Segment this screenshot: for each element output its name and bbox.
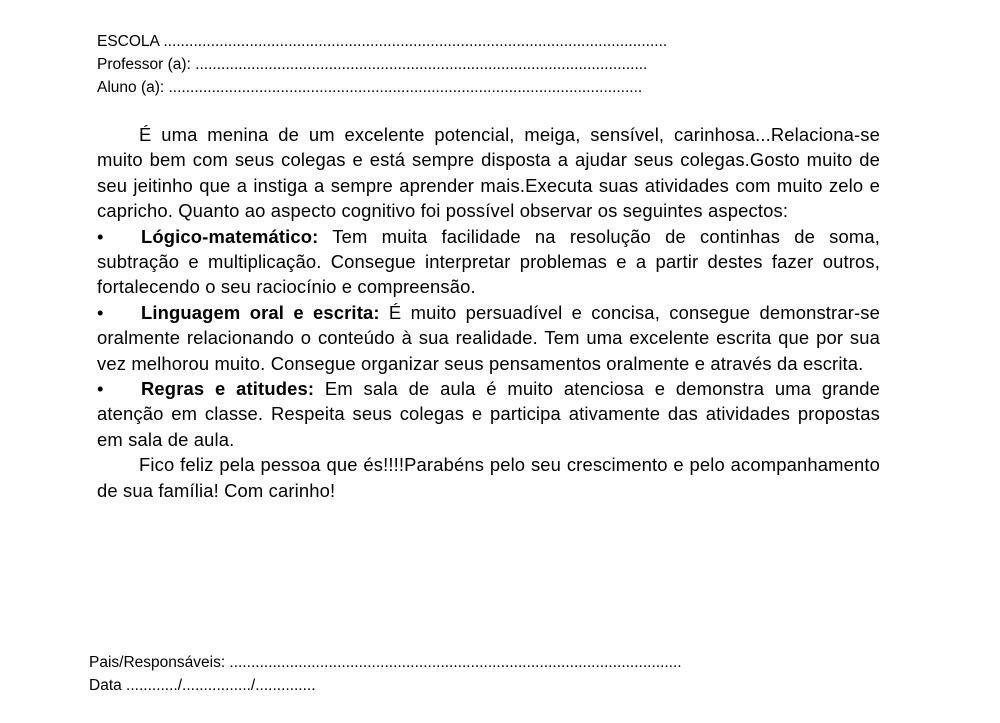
teacher-field: Professor (a): .........................................................................................................: [97, 56, 648, 73]
bullet-icon: •: [97, 301, 104, 323]
section-text: Em sala de aula é muito atenciosa e demonstra uma grande atenção em classe. Respeita seus colegas e participa ativamente das atividades propostas em sala de aula.: [97, 378, 880, 450]
section-regras: [97, 376, 880, 452]
section-title: Lógico-matemático:: [141, 225, 319, 247]
date-field: Data ............/................/..............: [89, 677, 316, 694]
parents-signature-field: Pais/Responsáveis: .........................................................................................................: [89, 654, 682, 671]
bullet-icon: •: [97, 378, 104, 400]
section-title: Regras e atitudes:: [141, 378, 315, 400]
section-text: Tem muita facilidade na resolução de continhas de soma, subtração e multiplicação. Consegue interpretar problemas e a partir destes fazer outros, fortalecendo o seu raciocínio e compreensão.: [97, 225, 880, 298]
section-logico-matematico: [97, 224, 880, 300]
section-text: É muito persuadível e concisa, consegue demonstrar-se oralmente relacionando o conteúdo à sua realidade. Tem uma excelente escrita que por sua vez melhorou muito. Consegue organizar seus pensamentos oralmente e através da escrita.: [97, 301, 880, 374]
school-field: ESCOLA .....................................................................................................................: [97, 33, 668, 50]
document-footer: [89, 651, 879, 697]
student-field: Aluno (a): ..............................................................................................................: [97, 79, 643, 96]
bullet-icon: •: [97, 225, 104, 247]
section-linguagem: [97, 300, 880, 376]
intro-paragraph: É uma menina de um excelente potencial, meiga, sensível, carinhosa...Relaciona-se muito bem com seus colegas e está sempre disposta a ajudar seus colegas.Gosto muito de seu jeitinho que a instiga a sempre aprender mais.Executa suas atividades com muito zelo e capricho. Quanto ao aspecto cognitivo foi possível observar os seguintes aspectos:: [97, 124, 880, 222]
closing-paragraph: Fico feliz pela pessoa que és!!!!Parabéns pelo seu crescimento e pelo acompanhamento de sua família! Com carinho!: [97, 454, 880, 501]
document-header: [97, 30, 887, 99]
section-title: Linguagem oral e escrita:: [141, 301, 380, 323]
report-body: [97, 122, 880, 503]
